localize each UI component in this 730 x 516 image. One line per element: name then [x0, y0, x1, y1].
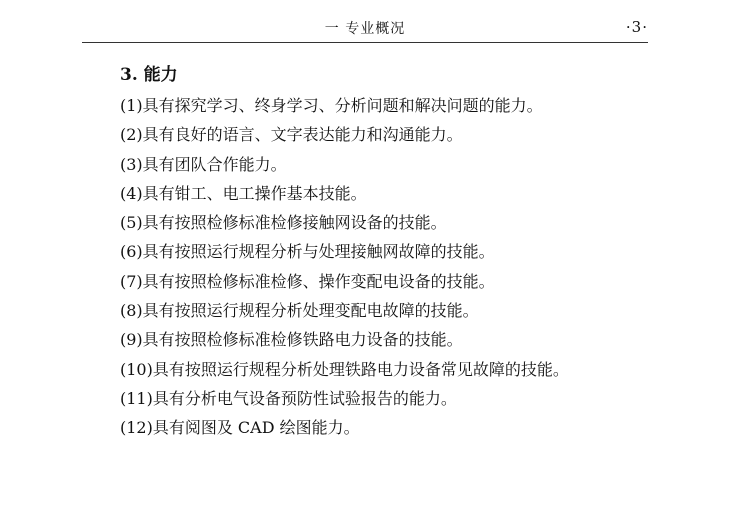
ability-item-5: (5)具有按照检修标准检修接触网设备的技能。: [120, 213, 447, 233]
chapter-title: 一 专业概况: [324, 21, 406, 37]
page-number: ·3·: [625, 18, 648, 36]
ability-item-11: (11)具有分析电气设备预防性试验报告的能力。: [120, 388, 457, 408]
running-header: [82, 14, 648, 40]
ability-item-7: (7)具有按照检修标准检修、操作变配电设备的技能。: [120, 271, 495, 291]
ability-item-2: (2)具有良好的语言、文字表达能力和沟通能力。: [120, 125, 463, 145]
ability-item-12: (12)具有阅图及 CAD 绘图能力。: [120, 418, 360, 438]
ability-item-9: (9)具有按照检修标准检修铁路电力设备的技能。: [120, 330, 463, 350]
section-heading: 3. 能力: [120, 65, 178, 85]
ability-list: [82, 91, 648, 443]
ability-item-1: (1)具有探究学习、终身学习、分析问题和解决问题的能力。: [120, 96, 543, 115]
ability-item-4: (4)具有钳工、电工操作基本技能。: [120, 183, 367, 203]
header-rule: [82, 42, 648, 43]
ability-item-10: (10)具有按照运行规程分析处理铁路电力设备常见故障的技能。: [120, 359, 569, 379]
ability-item-3: (3)具有团队合作能力。: [120, 154, 287, 174]
ability-item-8: (8)具有按照运行规程分析处理变配电故障的技能。: [120, 301, 479, 321]
ability-item-6: (6)具有按照运行规程分析与处理接触网故障的技能。: [120, 242, 495, 262]
